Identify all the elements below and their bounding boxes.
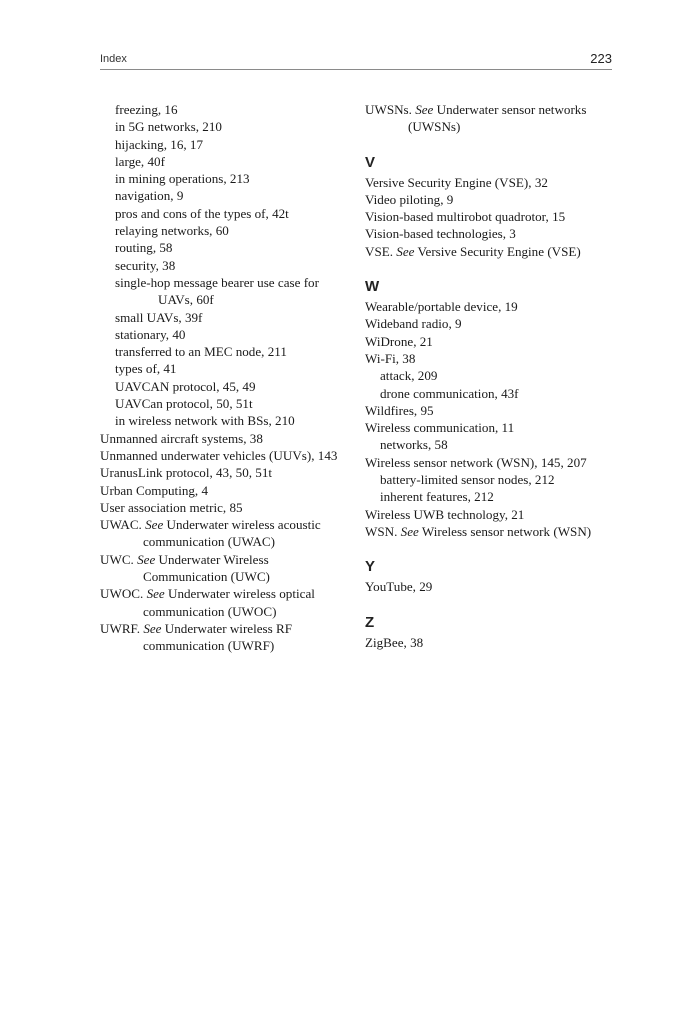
running-title: Index <box>100 53 127 65</box>
index-entry: Wearable/portable device, 19 <box>365 299 518 315</box>
index-subentry: routing, 58 <box>115 240 173 256</box>
letter-heading: Z <box>365 613 375 631</box>
index-subentry: in mining operations, 213 <box>115 171 250 187</box>
index-column-left <box>100 101 342 655</box>
index-entry: Vision-based technologies, 3 <box>365 226 516 242</box>
see-reference: See <box>145 517 164 533</box>
running-header <box>100 51 612 70</box>
index-entry: User association metric, 85 <box>100 499 243 515</box>
index-entry: Wi-Fi, 38 <box>365 350 416 366</box>
see-target: Underwater sensor networks (UWSNs) <box>408 102 587 135</box>
index-entry: WiDrone, 21 <box>365 333 433 349</box>
index-entry: UranusLink protocol, 43, 50, 51t <box>100 465 273 481</box>
index-subentry: attack, 209 <box>380 368 438 384</box>
index-subentry: freezing, 16 <box>115 102 178 117</box>
index-entry: YouTube, 29 <box>365 579 433 595</box>
index-subentry: security, 38 <box>115 257 176 273</box>
index-entry: ZigBee, 38 <box>365 634 424 650</box>
see-reference: See <box>400 523 419 539</box>
see-reference: See <box>146 586 165 602</box>
entry-term: VSE. <box>365 243 397 259</box>
index-entry: Unmanned underwater vehicles (UUVs), 143 <box>100 447 338 463</box>
index-subentry: inherent features, 212 <box>380 489 494 505</box>
see-target: Wireless sensor network (WSN) <box>418 523 592 539</box>
see-target: Underwater wireless optical communication (UWOC) <box>143 586 315 619</box>
index-entry: Wireless communication, 11 <box>365 420 515 436</box>
index-subentry: in 5G networks, 210 <box>115 119 222 135</box>
index-entry: Unmanned aircraft systems, 38 <box>100 430 263 446</box>
index-column-right <box>365 101 613 651</box>
index-entry: Wideband radio, 9 <box>365 316 462 332</box>
index-entry: Versive Security Engine (VSE), 32 <box>365 174 548 190</box>
see-target: Underwater wireless acoustic communication (UWAC) <box>143 517 321 550</box>
entry-term: WSN. <box>365 523 401 539</box>
index-subentry: in wireless network with BSs, 210 <box>115 413 295 429</box>
entry-term: UWC. <box>100 551 138 567</box>
see-reference: See <box>137 551 156 567</box>
letter-heading: V <box>365 153 376 171</box>
index-entry: Video piloting, 9 <box>365 191 454 207</box>
index-entry <box>100 551 342 586</box>
index-entry <box>100 585 342 620</box>
letter-heading: W <box>365 278 380 296</box>
index-subentry: battery-limited sensor nodes, 212 <box>380 472 555 488</box>
see-target: Underwater Wireless Communication (UWC) <box>143 551 270 585</box>
index-entry: Vision-based multirobot quadrotor, 15 <box>365 209 566 225</box>
index-subentry: stationary, 40 <box>115 326 186 342</box>
letter-heading: Y <box>365 558 376 576</box>
index-subentry: single-hop message bearer use case for UAVs, 60f <box>115 274 319 308</box>
index-subentry: navigation, 9 <box>115 188 184 204</box>
index-entry: Wireless sensor network (WSN), 145, 207 <box>365 454 587 470</box>
index-entry <box>365 523 613 540</box>
index-entry: Wireless UWB technology, 21 <box>365 506 525 522</box>
index-subentry: UAVCAN protocol, 45, 49 <box>115 378 256 394</box>
index-subentry: pros and cons of the types of, 42t <box>115 205 289 221</box>
index-subentry: large, 40f <box>115 153 165 169</box>
index-subentry: UAVCan protocol, 50, 51t <box>115 396 253 412</box>
index-subentry: hijacking, 16, 17 <box>115 136 204 152</box>
see-reference: See <box>396 243 415 259</box>
see-reference: See <box>143 620 162 636</box>
index-entry: Wildfires, 95 <box>365 402 434 418</box>
entry-term: UWAC. <box>100 517 146 533</box>
index-entry <box>365 101 613 136</box>
entry-term: UWOC. <box>100 586 147 602</box>
index-subentry: drone communication, 43f <box>380 385 519 401</box>
index-subentry: transferred to an MEC node, 211 <box>115 344 287 360</box>
index-subentry: relaying networks, 60 <box>115 223 229 239</box>
index-entry <box>100 516 342 551</box>
see-reference: See <box>415 102 434 117</box>
page-number: 223 <box>590 51 612 66</box>
entry-term: UWSNs. <box>365 102 416 117</box>
index-subentry: networks, 58 <box>380 437 448 453</box>
index-entry <box>100 620 342 655</box>
index-subentry: small UAVs, 39f <box>115 309 203 325</box>
see-target: Versive Security Engine (VSE) <box>414 243 581 259</box>
index-subentry: types of, 41 <box>115 361 177 377</box>
index-entry: Urban Computing, 4 <box>100 482 209 498</box>
see-target: Underwater wireless RF communication (UWRF) <box>143 620 293 654</box>
entry-term: UWRF. <box>100 620 144 636</box>
index-entry <box>365 243 613 260</box>
